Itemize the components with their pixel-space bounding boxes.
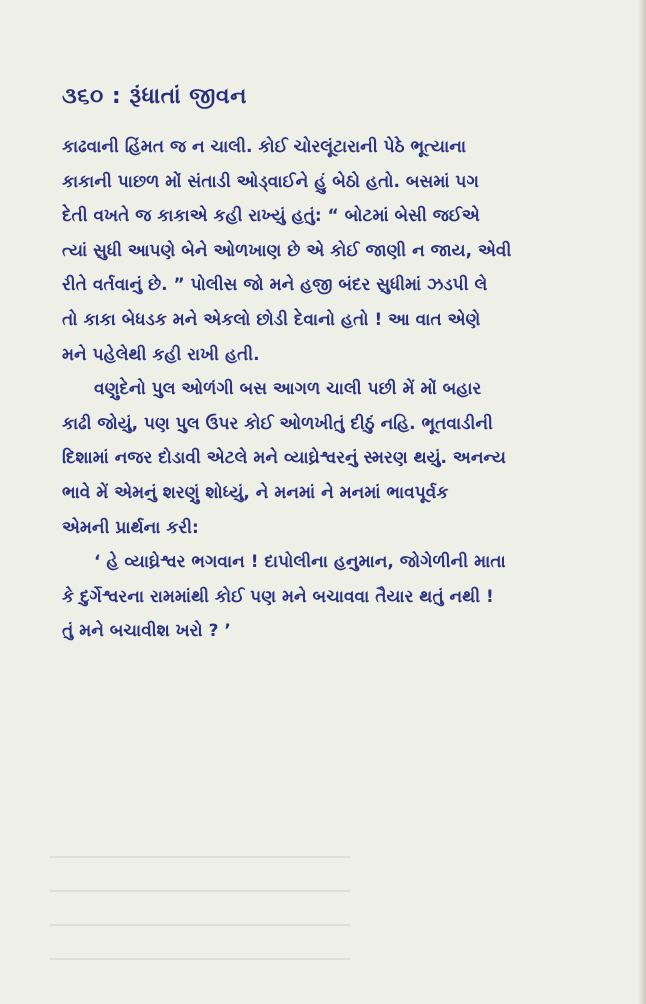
body-text — [62, 130, 602, 649]
page-number: ૩૬૦ — [62, 84, 104, 109]
paragraph-2 — [62, 372, 602, 545]
text-line: રીતે વર્તવાનું છે. ” પોલીસ જો મને હજી બંદર સુધીમાં ઝડપી લે — [62, 275, 488, 296]
text-line: ભાવે મેં એમનું શરણું શોધ્યું, ને મનમાં ને મનમાં ભાવપૂર્વક — [62, 482, 449, 503]
text-line: મને પહેલેથી કહી રાખી હતી. — [62, 344, 260, 365]
text-line: ‘ હે વ્યાઘ્રેશ્વર ભગવાન ! દાપોલીના હનુમાન, જોગેળીની માતા — [94, 552, 506, 573]
book-title: રૂંધાતાં જીવન — [129, 84, 247, 109]
paragraph-3-prayer — [62, 545, 602, 649]
text-line: તો કાકા બેધડક મને એકલો છોડી દેવાનો હતો ! આ વાત એણે — [62, 309, 481, 330]
text-line: ત્યાં સુધી આપણે બેને ઓળખાણ છે એ કોઈ જાણી ન જાય, એવી — [62, 240, 512, 261]
header-separator: : — [111, 84, 122, 109]
paragraph-1 — [62, 130, 602, 372]
text-line: કાકાની પાછળ મોં સંતાડી ઓડ્વાઈને હું બેઠો હતો. બસમાં પગ — [62, 171, 479, 192]
text-line: કાઢી જોયું, પણ પુલ ઉપર કોઈ ઓળખીતું દીઠું નહિ. ભૂતવાડીની — [62, 413, 493, 434]
text-line: એમની પ્રાર્થના કરી: — [62, 517, 199, 538]
text-line: દેતી વખતે જ કાકાએ કહી રાખ્યું હતું: “ બોટમાં બેસી જઈએ — [62, 206, 480, 227]
text-line: કે દુર્ગેશ્વરના રામમાંથી કોઈ પણ મને બચાવવા તૈયાર થતું નથી ! — [62, 586, 494, 607]
running-header — [62, 84, 247, 109]
show-through-bleed — [50, 840, 350, 960]
text-line: દિશામાં નજર દોડાવી એટલે મને વ્યાઘ્રેશ્વરનું સ્મરણ થયું. અનન્ય — [62, 448, 506, 469]
text-line: કાઢવાની હિંમત જ ન ચાલી. કોઈ ચોરલૂંટારાની પેઠે ભૂત્યાના — [62, 137, 467, 157]
text-line: તું મને બચાવીશ ખરો ? ’ — [62, 621, 231, 642]
text-line: વણુદેનો પુલ ઓળંગી બસ આગળ ચાલી પછી મેં મોં બહાર — [94, 379, 482, 400]
page-spine-shadow — [638, 0, 646, 1004]
